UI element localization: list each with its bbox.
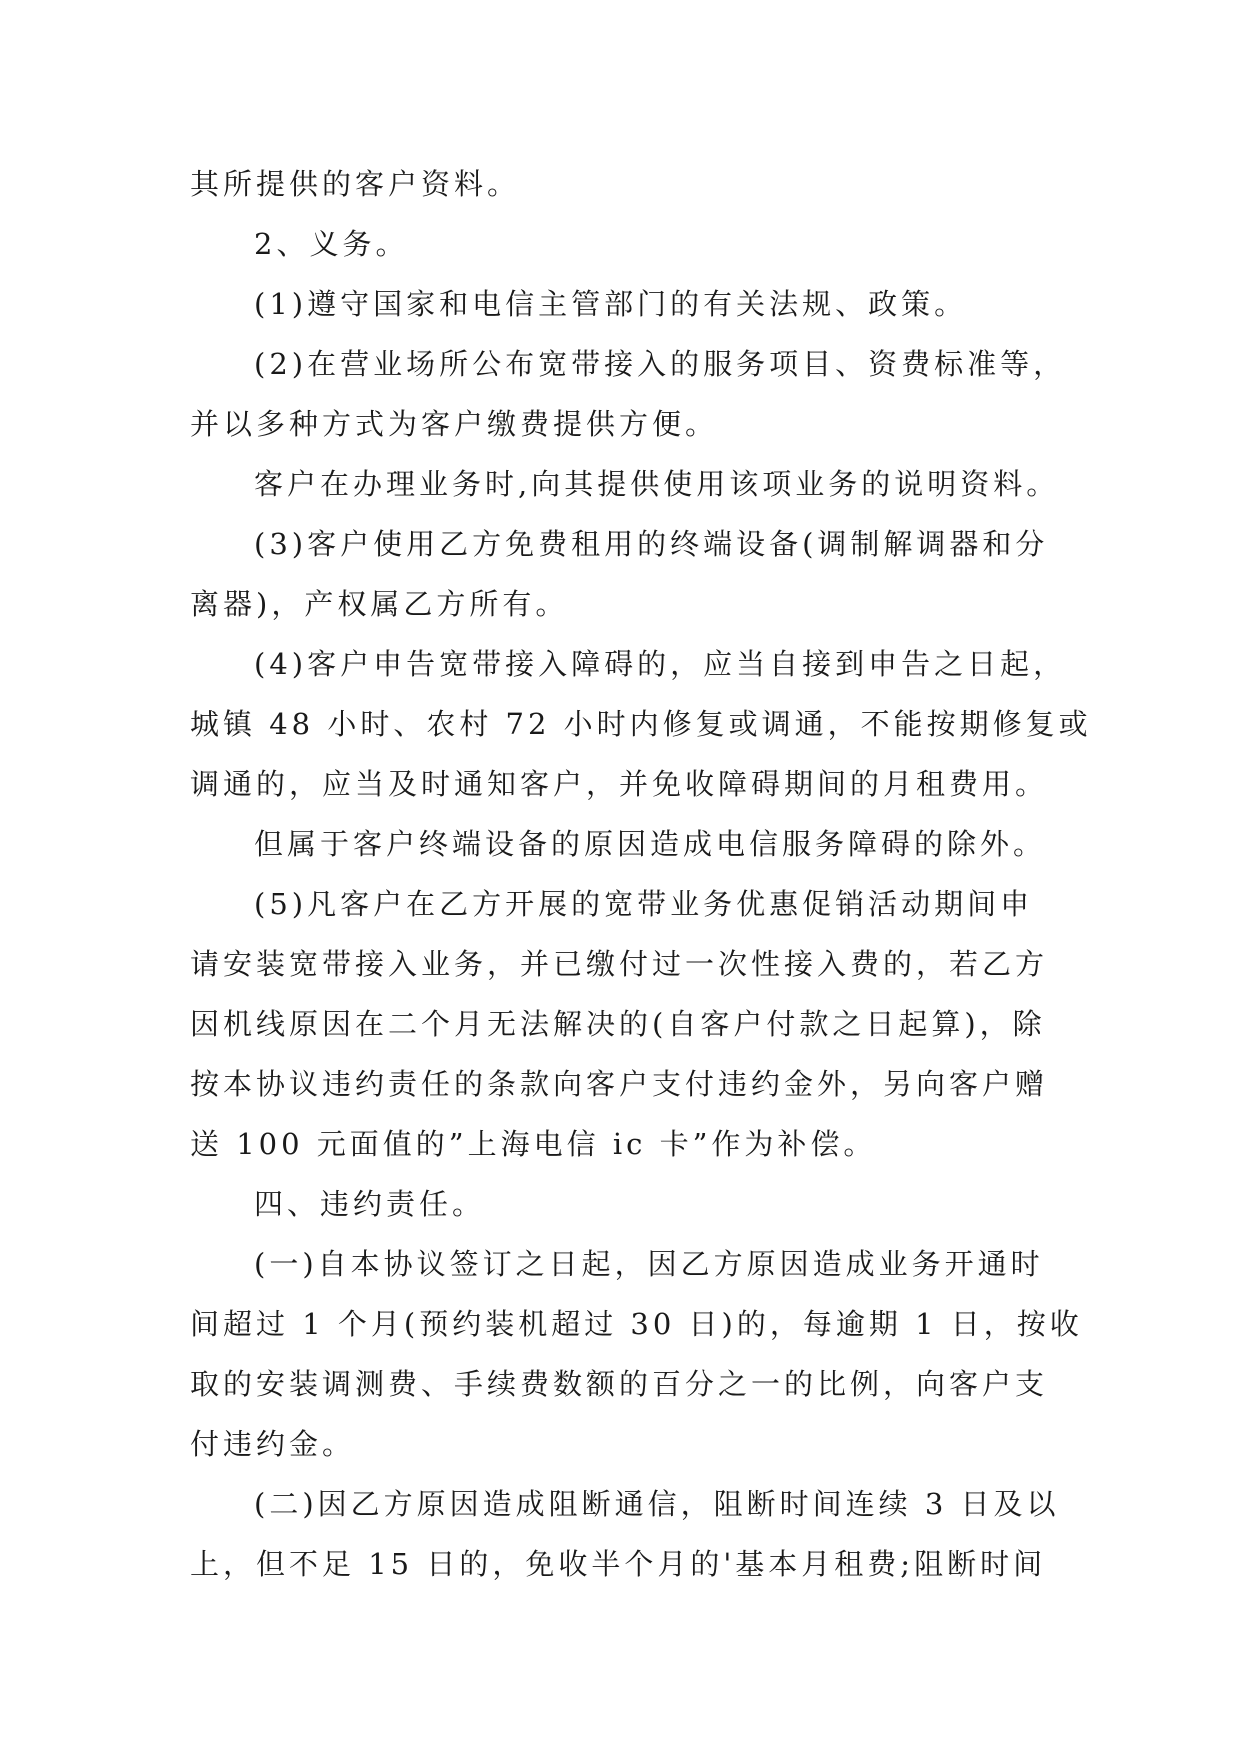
section-heading: 四、违约责任。: [254, 1187, 486, 1221]
text-line: 付违约金。: [190, 1427, 356, 1461]
text-line: (5)凡客户在乙方开展的宽带业务优惠促销活动期间申: [254, 887, 1034, 921]
text-line: 因机线原因在二个月无法解决的(自客户付款之日起算)，除: [190, 1007, 1046, 1041]
text-line: 城镇 48 小时、农村 72 小时内修复或调通，不能按期修复或: [190, 707, 1092, 741]
text-line: (一)自本协议签订之日起，因乙方原因造成业务开通时: [254, 1247, 1044, 1281]
text-line: (1)遵守国家和电信主管部门的有关法规、政策。: [254, 287, 968, 321]
text-line: (2)在营业场所公布宽带接入的服务项目、资费标准等，: [254, 347, 1067, 381]
text-line: 按本协议违约责任的条款向客户支付违约金外，另向客户赠: [190, 1067, 1049, 1101]
text-line: 调通的，应当及时通知客户，并免收障碍期间的月租费用。: [190, 767, 1049, 801]
text-line: 客户在办理业务时,向其提供使用该项业务的说明资料。: [254, 467, 1060, 501]
text-line: 请安装宽带接入业务，并已缴付过一次性接入费的，若乙方: [190, 947, 1049, 981]
text-line: (4)客户申告宽带接入障碍的，应当自接到申告之日起，: [254, 647, 1067, 681]
text-line: 但属于客户终端设备的原因造成电信服务障碍的除外。: [254, 827, 1047, 861]
text-line: 2、义务。: [254, 227, 409, 261]
text-line: 其所提供的客户资料。: [190, 167, 521, 201]
text-line: 并以多种方式为客户缴费提供方便。: [190, 407, 719, 441]
text-line: (3)客户使用乙方免费租用的终端设备(调制解调器和分: [254, 527, 1049, 561]
text-line: 离器)，产权属乙方所有。: [190, 587, 569, 621]
text-line: 间超过 1 个月(预约装机超过 30 日)的，每逾期 1 日，按收: [190, 1307, 1083, 1341]
text-line: (二)因乙方原因造成阻断通信，阻断时间连续 3 日及以: [254, 1487, 1060, 1521]
text-line: 送 100 元面值的”上海电信 ic 卡”作为补偿。: [190, 1127, 877, 1161]
text-line: 取的安装调测费、手续费数额的百分之一的比例，向客户支: [190, 1367, 1049, 1401]
text-line: 上，但不足 15 日的，免收半个月的'基本月租费;阻断时间: [190, 1547, 1047, 1581]
